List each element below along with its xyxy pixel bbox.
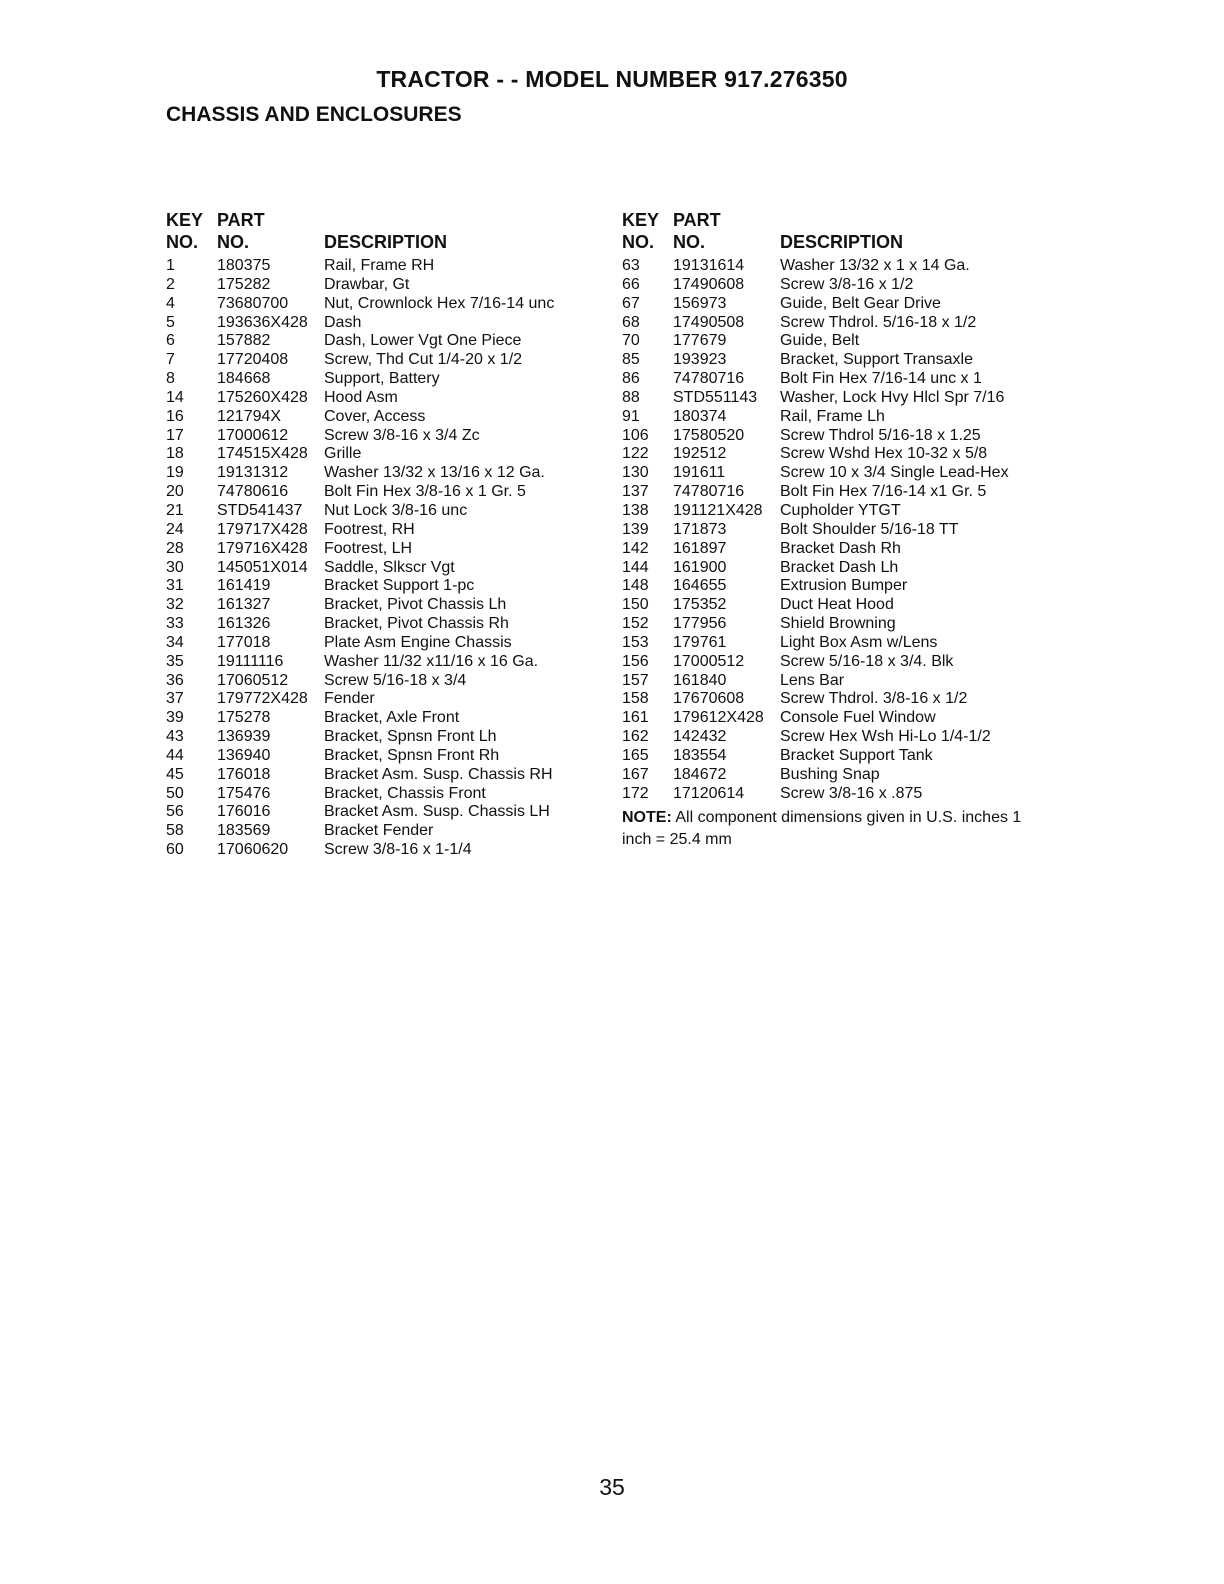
part-no: 183554 (673, 746, 727, 764)
description: Bolt Fin Hex 7/16-14 x1 Gr. 5 (780, 483, 987, 501)
key-no: 8 (166, 370, 175, 388)
key-no: 33 (166, 615, 184, 633)
part-no: 175352 (673, 596, 727, 614)
key-no: 45 (166, 765, 184, 783)
description: Drawbar, Gt (324, 275, 410, 293)
header-key-line1: KEY (166, 210, 204, 230)
part-no: 179716X428 (217, 539, 308, 557)
key-no: 28 (166, 539, 184, 557)
part-no: 179761 (673, 633, 727, 651)
description: Cover, Access (324, 407, 426, 425)
part-no: 161419 (217, 577, 271, 595)
part-no: 156973 (673, 294, 727, 312)
table-row (622, 653, 1042, 672)
part-no: 17060620 (217, 841, 289, 859)
table-row (166, 822, 586, 841)
description: Screw, Thd Cut 1/4-20 x 1/2 (324, 351, 523, 369)
table-row (166, 634, 586, 653)
part-no: 177956 (673, 615, 727, 633)
section-title: CHASSIS AND ENCLOSURES (166, 103, 462, 126)
table-row (166, 785, 586, 804)
table-row (166, 389, 586, 408)
key-no: 30 (166, 558, 184, 576)
description: Footrest, RH (324, 520, 415, 538)
part-no: 17490508 (673, 313, 745, 331)
part-no: 145051X014 (217, 558, 308, 576)
table-row (166, 653, 586, 672)
key-no: 138 (622, 501, 649, 519)
table-row (166, 577, 586, 596)
key-no: 153 (622, 633, 649, 651)
table-row (622, 728, 1042, 747)
part-no: 74780716 (673, 370, 745, 388)
table-header (622, 209, 1042, 257)
part-no: 17670608 (673, 690, 745, 708)
description: Bracket Dash Lh (780, 558, 899, 576)
description: Dash, Lower Vgt One Piece (324, 332, 522, 350)
table-row (166, 690, 586, 709)
part-no: 121794X (217, 407, 282, 425)
part-no: 180374 (673, 407, 727, 425)
key-no: 24 (166, 520, 184, 538)
key-no: 150 (622, 596, 649, 614)
key-no: 68 (622, 313, 640, 331)
table-row (166, 540, 586, 559)
part-no: 161840 (673, 671, 727, 689)
description: Bracket, Axle Front (324, 709, 460, 727)
key-no: 122 (622, 445, 649, 463)
key-no: 44 (166, 746, 184, 764)
table-row (622, 464, 1042, 483)
part-no: 161327 (217, 596, 271, 614)
header-key-line2: NO. (622, 232, 655, 252)
description: Bushing Snap (780, 765, 880, 783)
table-row (166, 709, 586, 728)
header-part-line2: NO. (673, 232, 706, 252)
table-row (166, 257, 586, 276)
part-no: 176016 (217, 803, 271, 821)
description: Screw Thdrol 5/16-18 x 1.25 (780, 426, 981, 444)
table-row (622, 427, 1042, 446)
description: Guide, Belt Gear Drive (780, 294, 941, 312)
header-part-line1: PART (673, 210, 721, 230)
header-part-line1: PART (217, 210, 265, 230)
part-no: 17060512 (217, 671, 289, 689)
part-no: 17000612 (217, 426, 289, 444)
part-no: 193923 (673, 351, 727, 369)
key-no: 167 (622, 765, 649, 783)
table-row (622, 747, 1042, 766)
key-no: 37 (166, 690, 184, 708)
key-no: 14 (166, 388, 184, 406)
description: Footrest, LH (324, 539, 413, 557)
table-row (622, 483, 1042, 502)
header-description: DESCRIPTION (324, 232, 448, 252)
part-no: 184668 (217, 370, 271, 388)
description: Washer, Lock Hvy Hlcl Spr 7/16 (780, 388, 1005, 406)
table-row (166, 314, 586, 333)
key-no: 7 (166, 351, 175, 369)
table-row (622, 521, 1042, 540)
description: Bolt Fin Hex 7/16-14 unc x 1 (780, 370, 982, 388)
description: Screw 3/8-16 x 1-1/4 (324, 841, 472, 859)
key-no: 58 (166, 822, 184, 840)
key-no: 144 (622, 558, 649, 576)
description: Support, Battery (324, 370, 440, 388)
table-row (622, 615, 1042, 634)
table-row (166, 332, 586, 351)
table-row (622, 672, 1042, 691)
key-no: 1 (166, 257, 175, 274)
key-no: 43 (166, 728, 184, 746)
key-no: 36 (166, 671, 184, 689)
table-row (622, 785, 1042, 804)
description: Screw 10 x 3/4 Single Lead-Hex (780, 464, 1009, 482)
description: Duct Heat Hood (780, 596, 894, 614)
part-no: 175260X428 (217, 388, 308, 406)
key-no: 18 (166, 445, 184, 463)
parts-rows-right (622, 257, 1042, 803)
description: Bracket, Pivot Chassis Lh (324, 596, 507, 614)
part-no: 161897 (673, 539, 727, 557)
description: Dash (324, 313, 362, 331)
table-row (622, 351, 1042, 370)
table-row (622, 314, 1042, 333)
key-no: 63 (622, 257, 640, 274)
table-row (622, 709, 1042, 728)
table-row (622, 332, 1042, 351)
description: Bracket Dash Rh (780, 539, 901, 557)
table-row (166, 408, 586, 427)
table-row (166, 615, 586, 634)
part-no: 136939 (217, 728, 271, 746)
key-no: 67 (622, 294, 640, 312)
key-no: 2 (166, 275, 175, 293)
note-text: All component dimensions given in U.S. inches 1 inch = 25.4 mm (622, 809, 1022, 849)
key-no: 137 (622, 483, 649, 501)
description: Bolt Shoulder 5/16-18 TT (780, 520, 959, 538)
part-no: 177018 (217, 633, 271, 651)
part-no: 175278 (217, 709, 271, 727)
part-no: 176018 (217, 765, 271, 783)
table-row (166, 841, 586, 860)
table-row (622, 370, 1042, 389)
key-no: 152 (622, 615, 649, 633)
description: Extrusion Bumper (780, 577, 908, 595)
description: Bracket, Support Transaxle (780, 351, 973, 369)
parts-table-right (622, 209, 1042, 851)
part-no: 74780616 (217, 483, 289, 501)
description: Cupholder YTGT (780, 501, 901, 519)
table-row (622, 295, 1042, 314)
key-no: 21 (166, 501, 184, 519)
table-row (166, 521, 586, 540)
part-no: 17580520 (673, 426, 745, 444)
description: Bolt Fin Hex 3/8-16 x 1 Gr. 5 (324, 483, 526, 501)
table-row (622, 408, 1042, 427)
table-row (622, 502, 1042, 521)
key-no: 20 (166, 483, 184, 501)
part-no: 179717X428 (217, 520, 308, 538)
key-no: 5 (166, 313, 175, 331)
part-no: 184672 (673, 765, 727, 783)
table-row (166, 766, 586, 785)
table-row (622, 690, 1042, 709)
table-row (166, 427, 586, 446)
key-no: 88 (622, 388, 640, 406)
description: Shield Browning (780, 615, 896, 633)
part-no: 183569 (217, 822, 271, 840)
header-description: DESCRIPTION (780, 232, 904, 252)
table-row (166, 464, 586, 483)
key-no: 56 (166, 803, 184, 821)
key-no: 66 (622, 275, 640, 293)
part-no: 157882 (217, 332, 271, 350)
table-row (622, 577, 1042, 596)
table-row (622, 257, 1042, 276)
page-title: TRACTOR - - MODEL NUMBER 917.276350 (376, 66, 848, 92)
description: Screw Hex Wsh Hi-Lo 1/4-1/2 (780, 728, 991, 746)
table-row (166, 445, 586, 464)
part-no: 19111116 (217, 652, 284, 670)
description: Bracket Support Tank (780, 746, 933, 764)
part-no: 179612X428 (673, 709, 764, 727)
description: Screw Thdrol. 3/8-16 x 1/2 (780, 690, 968, 708)
key-no: 161 (622, 709, 649, 727)
key-no: 158 (622, 690, 649, 708)
key-no: 85 (622, 351, 640, 369)
key-no: 19 (166, 464, 184, 482)
description: Washer 13/32 x 13/16 x 12 Ga. (324, 464, 545, 482)
description: Screw 3/8-16 x .875 (780, 784, 923, 802)
key-no: 16 (166, 407, 184, 425)
table-row (166, 295, 586, 314)
key-no: 50 (166, 784, 184, 802)
part-no: 73680700 (217, 294, 289, 312)
description: Bracket Support 1-pc (324, 577, 475, 595)
key-no: 162 (622, 728, 649, 746)
key-no: 139 (622, 520, 649, 538)
parts-table-left (166, 209, 586, 860)
description: Bracket Asm. Susp. Chassis LH (324, 803, 550, 821)
description: Screw 3/8-16 x 1/2 (780, 275, 914, 293)
description: Screw 3/8-16 x 3/4 Zc (324, 426, 480, 444)
key-no: 142 (622, 539, 649, 557)
part-no: 19131312 (217, 464, 289, 482)
table-row (166, 559, 586, 578)
description: Fender (324, 690, 375, 708)
table-row (622, 766, 1042, 785)
header-part-line2: NO. (217, 232, 250, 252)
description: Lens Bar (780, 671, 845, 689)
description: Bracket Asm. Susp. Chassis RH (324, 765, 553, 783)
part-no: 74780716 (673, 483, 745, 501)
part-no: 164655 (673, 577, 727, 595)
table-row (166, 803, 586, 822)
key-no: 17 (166, 426, 184, 444)
description: Screw Wshd Hex 10-32 x 5/8 (780, 445, 988, 463)
table-row (622, 596, 1042, 615)
parts-rows-left (166, 257, 586, 860)
key-no: 32 (166, 596, 184, 614)
key-no: 148 (622, 577, 649, 595)
part-no: STD551143 (673, 388, 758, 406)
table-row (166, 747, 586, 766)
part-no: 17000512 (673, 652, 745, 670)
description: Console Fuel Window (780, 709, 936, 727)
part-no: 193636X428 (217, 313, 308, 331)
part-no: 174515X428 (217, 445, 308, 463)
note-label: NOTE: (622, 809, 672, 827)
description: Rail, Frame RH (324, 257, 435, 274)
part-no: 191611 (673, 464, 726, 482)
part-no: 161326 (217, 615, 271, 633)
table-row (622, 389, 1042, 408)
table-row (622, 559, 1042, 578)
description: Washer 11/32 x11/16 x 16 Ga. (324, 652, 539, 670)
key-no: 60 (166, 841, 184, 859)
description: Plate Asm Engine Chassis (324, 633, 512, 651)
part-no: 171873 (673, 520, 727, 538)
description: Nut, Crownlock Hex 7/16-14 unc (324, 294, 555, 312)
table-row (166, 276, 586, 295)
table-row (622, 276, 1042, 295)
header-key-line1: KEY (622, 210, 660, 230)
description: Rail, Frame Lh (780, 407, 885, 425)
key-no: 165 (622, 746, 649, 764)
description: Washer 13/32 x 1 x 14 Ga. (780, 257, 970, 274)
key-no: 6 (166, 332, 175, 350)
description: Bracket, Spnsn Front Rh (324, 746, 500, 764)
description: Hood Asm (324, 388, 398, 406)
table-row (166, 370, 586, 389)
key-no: 4 (166, 294, 175, 312)
table-row (166, 502, 586, 521)
description: Bracket, Chassis Front (324, 784, 486, 802)
key-no: 106 (622, 426, 649, 444)
key-no: 156 (622, 652, 649, 670)
key-no: 31 (166, 577, 184, 595)
part-no: 142432 (673, 728, 727, 746)
key-no: 70 (622, 332, 640, 350)
description: Grille (324, 445, 362, 463)
key-no: 35 (166, 652, 184, 670)
description: Screw 5/16-18 x 3/4 (324, 671, 467, 689)
key-no: 157 (622, 671, 649, 689)
description: Saddle, Slkscr Vgt (324, 558, 455, 576)
description: Bracket, Spnsn Front Lh (324, 728, 497, 746)
description: Screw 5/16-18 x 3/4. Blk (780, 652, 954, 670)
key-no: 91 (622, 407, 640, 425)
key-no: 34 (166, 633, 184, 651)
part-no: 175282 (217, 275, 271, 293)
key-no: 172 (622, 784, 649, 802)
table-row (166, 728, 586, 747)
part-no: 17120614 (673, 784, 745, 802)
header-key-line2: NO. (166, 232, 199, 252)
part-no: 161900 (673, 558, 727, 576)
page-number: 35 (599, 1474, 625, 1500)
description: Screw Thdrol. 5/16-18 x 1/2 (780, 313, 977, 331)
table-row (622, 634, 1042, 653)
part-no: 17490608 (673, 275, 745, 293)
key-no: 39 (166, 709, 184, 727)
description: Guide, Belt (780, 332, 860, 350)
part-no: 17720408 (217, 351, 289, 369)
part-no: 180375 (217, 257, 271, 274)
description: Nut Lock 3/8-16 unc (324, 501, 468, 519)
part-no: STD541437 (217, 501, 303, 519)
table-row (166, 483, 586, 502)
description: Bracket, Pivot Chassis Rh (324, 615, 509, 633)
table-row (166, 351, 586, 370)
key-no: 130 (622, 464, 649, 482)
part-no: 175476 (217, 784, 271, 802)
description: Bracket Fender (324, 822, 434, 840)
table-row (166, 672, 586, 691)
dimensions-note (622, 807, 1022, 851)
table-header (166, 209, 586, 257)
description: Light Box Asm w/Lens (780, 633, 938, 651)
part-no: 177679 (673, 332, 727, 350)
key-no: 86 (622, 370, 640, 388)
table-row (622, 540, 1042, 559)
table-row (166, 596, 586, 615)
part-no: 179772X428 (217, 690, 308, 708)
table-row (622, 445, 1042, 464)
part-no: 19131614 (673, 257, 745, 274)
part-no: 192512 (673, 445, 727, 463)
part-no: 191121X428 (673, 501, 763, 519)
part-no: 136940 (217, 746, 271, 764)
